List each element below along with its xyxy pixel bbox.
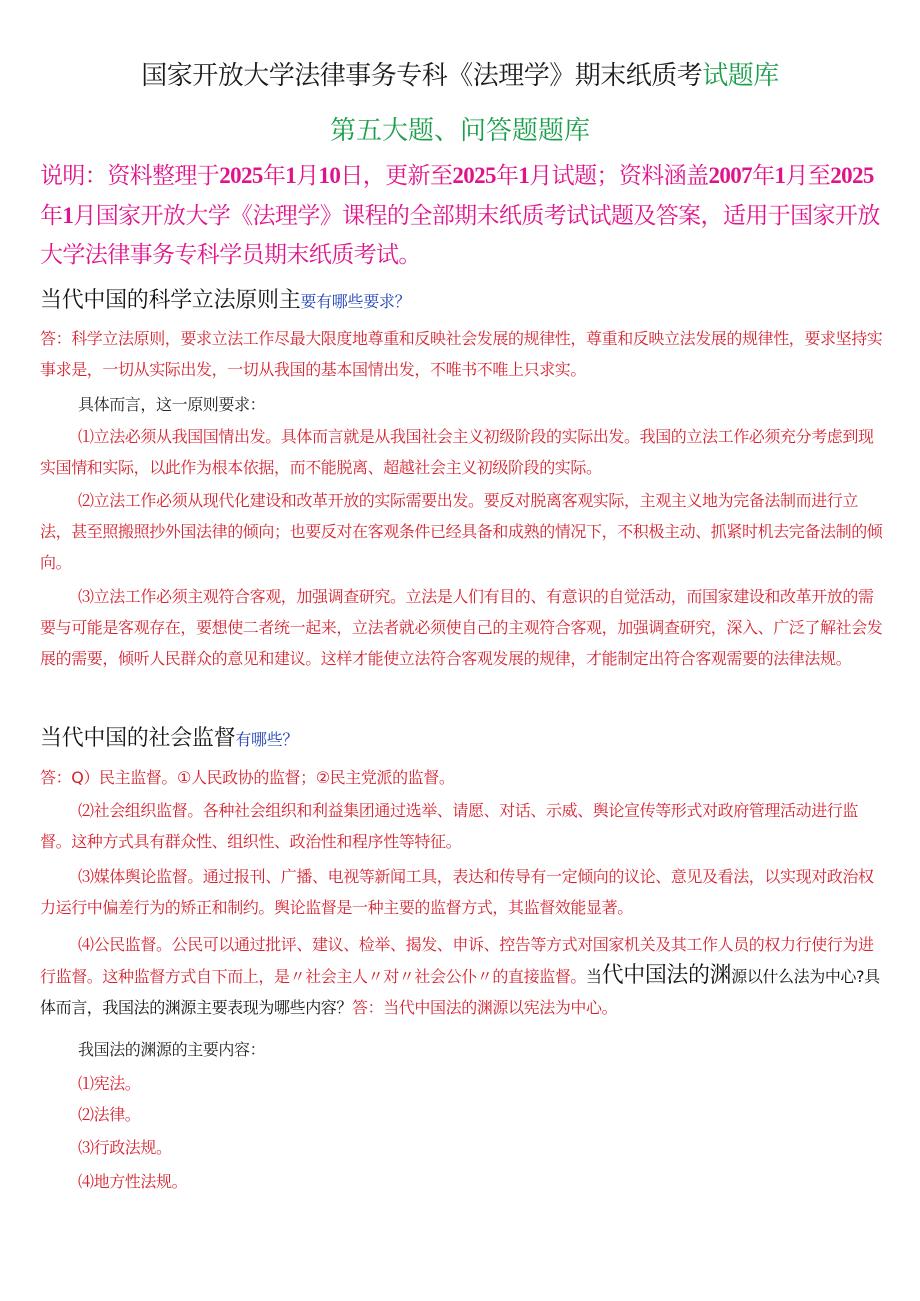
title-accent: 试题库 (702, 61, 779, 91)
question-2-heading: 当代中国的社会监督有哪些？ (40, 726, 299, 751)
question-3-heading-start: 当 (586, 967, 602, 986)
section-subtitle: 第五大题、问答题题库 (329, 116, 590, 146)
question-2-answer-4: ⑷公民监督。公民可以通过批评、建议、检举、揭发、申诉、控告等方式对国家机关及其工作人员的权力行使行为进行监督。这种监督方式自下而上，是〃社会主人〃对〃社会公仆〃的直接监督。当代中国法的渊源以什么法为中心?具体而言，我国法的渊源主要表现为哪些内容？答：当代中国法的渊源以宪法为中心。 (40, 935, 880, 1017)
question-2-answer-2: ⑵社会组织监督。各种社会组织和利益集团通过选举、请愿、对话、示威、舆论宣传等形式对政府管理活动进行监督。这种方式具有群众性、组织性、政治性和程序性等特征。 (40, 801, 859, 851)
question-3-heading-rest: 源以什么法为中心?具体而言，我国法的渊源主要表现为哪些内容？ (40, 967, 880, 1017)
list-item: ⑴宪法。 (78, 1074, 141, 1093)
question-1-answer: 答：科学立法原则，要求立法工作尽最大限度地尊重和反映社会发展的规律性，尊重和反映立法发展的规律性，要求坚持实事求是，一切从实际出发，一切从我国的基本国情出发，不唯书不唯上只求实。 (40, 329, 883, 379)
question-1-intro: 具体而言，这一原则要求： (78, 395, 266, 414)
question-2-answer-3: ⑶媒体舆论监督。通过报刊、广播、电视等新闻工具，表达和传导有一定倾向的议论、意见及看法，以实现对政治权力运行中偏差行为的矫正和制约。舆论监督是一种主要的监督方式，其监督效能显著。 (40, 867, 874, 917)
list-item: ⑶行政法规。 (78, 1138, 172, 1157)
question-1-point-3: ⑶立法工作必须主观符合客观，加强调查研究。立法是人们有目的、有意识的自觉活动，而国家建设和改革开放的需要与可能是客观存在，要想使二者统一起来，立法者就必须使自己的主观符合客观，加强调查研究，深入、广泛了解社会发展的需要，倾听人民群众的意见和建议。这样才能使立法符合客观发展的规律，才能制定出符合客观需要的法律法规。 (40, 587, 883, 668)
question-3-heading-main: 代中国法的渊 (601, 963, 732, 988)
document-title (0, 58, 920, 94)
list-item: ⑵法律。 (78, 1105, 141, 1124)
question-3-intro: 我国法的渊源的主要内容： (78, 1040, 266, 1059)
question-1-heading: 当代中国的科学立法原则主要有哪些要求？ (40, 288, 411, 313)
question-1-point-1: ⑴立法必须从我国国情出发。具体而言就是从我国社会主义初级阶段的实际出发。我国的立法工作必须充分考虑到现实国情和实际，以此作为根本依据，而不能脱离、超越社会主义初级阶段的实际。 (40, 427, 874, 477)
question-1-point-2: ⑵立法工作必须从现代化建设和改革开放的实际需要出发。要反对脱离客观实际，主观主义地为完备法制而进行立法，甚至照搬照抄外国法律的倾向；也要反对在客观条件已经具备和成熟的情况下，不积极主动、抓紧时机去完备法制的倾向。 (40, 491, 883, 572)
description-note: 说明：资料整理于2025年1月10日，更新至2025年1月试题；资料涵盖2007年1月至2025年1月国家开放大学《法理学》课程的全部期末纸质考试试题及答案，适用于国家开放大学法律事务专科学员期末纸质考试。 (40, 163, 880, 268)
question-2-answer-1: 答：Q）民主监督。①人民政协的监督；②民主党派的监督。 (40, 768, 455, 787)
title-main: 国家开放大学法律事务专科《法理学》期末纸质考 (141, 61, 703, 91)
list-item: ⑷地方性法规。 (78, 1172, 188, 1191)
question-3-answer: 答：当代中国法的渊源以宪法为中心。 (352, 998, 618, 1017)
